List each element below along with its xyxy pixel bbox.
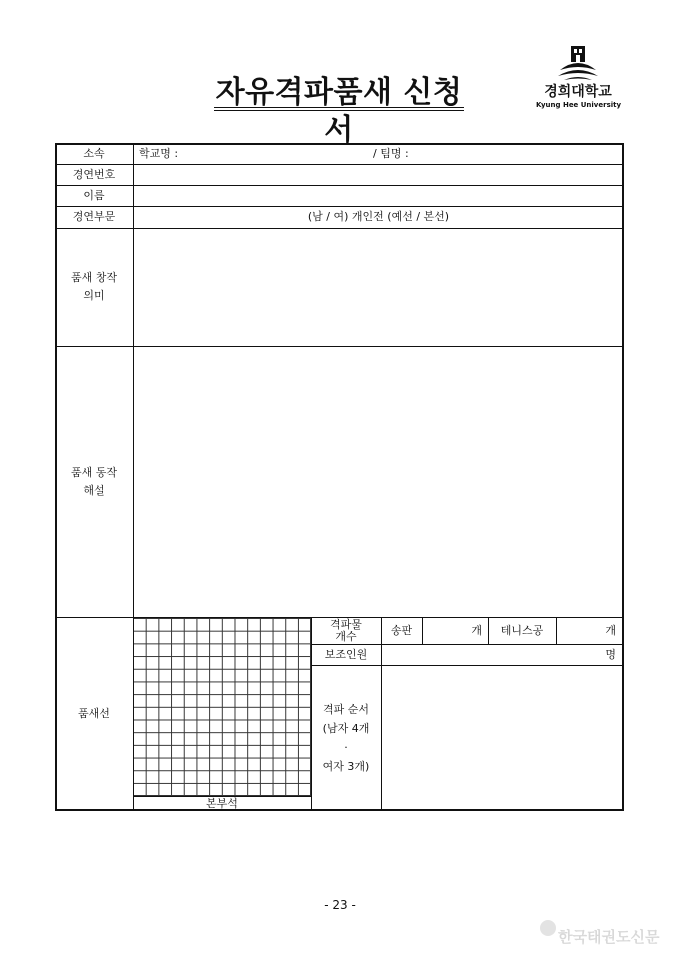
tennis-ball-label: 테니스공 <box>500 623 544 637</box>
emblem-icon <box>556 44 600 84</box>
affiliation-label: 소속 <box>83 146 105 160</box>
head-seat-label: 본부석 <box>206 796 238 810</box>
break-order-line4: 여자 3개) <box>322 760 370 773</box>
school-label: 학교명 : <box>139 146 179 160</box>
team-label: / 팀명 : <box>373 146 409 160</box>
tennis-ball-count[interactable]: 개 <box>605 623 616 637</box>
break-order-line1: 격파 순서 <box>322 703 369 716</box>
logo-english: Kyung Hee University <box>536 101 622 109</box>
name-label: 이름 <box>83 188 105 202</box>
meaning-label-line1: 품새 창작 <box>70 271 117 284</box>
meaning-label-line2: 의미 <box>83 289 105 302</box>
line-label: 품새선 <box>78 707 110 720</box>
motion-label-line1: 품새 동작 <box>70 465 117 479</box>
number-label: 경연번호 <box>72 167 116 181</box>
university-logo <box>536 44 620 112</box>
logo-korean: 경희대학교 <box>544 84 612 100</box>
category-value[interactable]: (남 / 여) 개인전 (예선 / 본선) <box>307 210 450 223</box>
break-order-line2: (남자 4개 <box>322 722 370 735</box>
category-label: 경연부문 <box>72 210 116 223</box>
assistants-label: 보조인원 <box>324 647 368 661</box>
page-number: - 23 - <box>324 898 356 912</box>
application-form <box>55 143 624 811</box>
assistants-count[interactable]: 명 <box>605 647 616 661</box>
pine-board-label: 송판 <box>390 623 413 637</box>
break-order-line3: · <box>344 741 348 754</box>
motion-label-line2: 해설 <box>83 483 105 497</box>
break-count-line1: 격파물 <box>330 617 362 631</box>
watermark: 한국태권도신문 <box>558 928 660 946</box>
title-underline <box>214 107 464 111</box>
page-title: 자유격파품새 신청서 <box>215 75 463 148</box>
pine-board-count[interactable]: 개 <box>471 623 482 637</box>
form-border <box>55 143 624 811</box>
break-count-line2: 개수 <box>335 629 357 643</box>
